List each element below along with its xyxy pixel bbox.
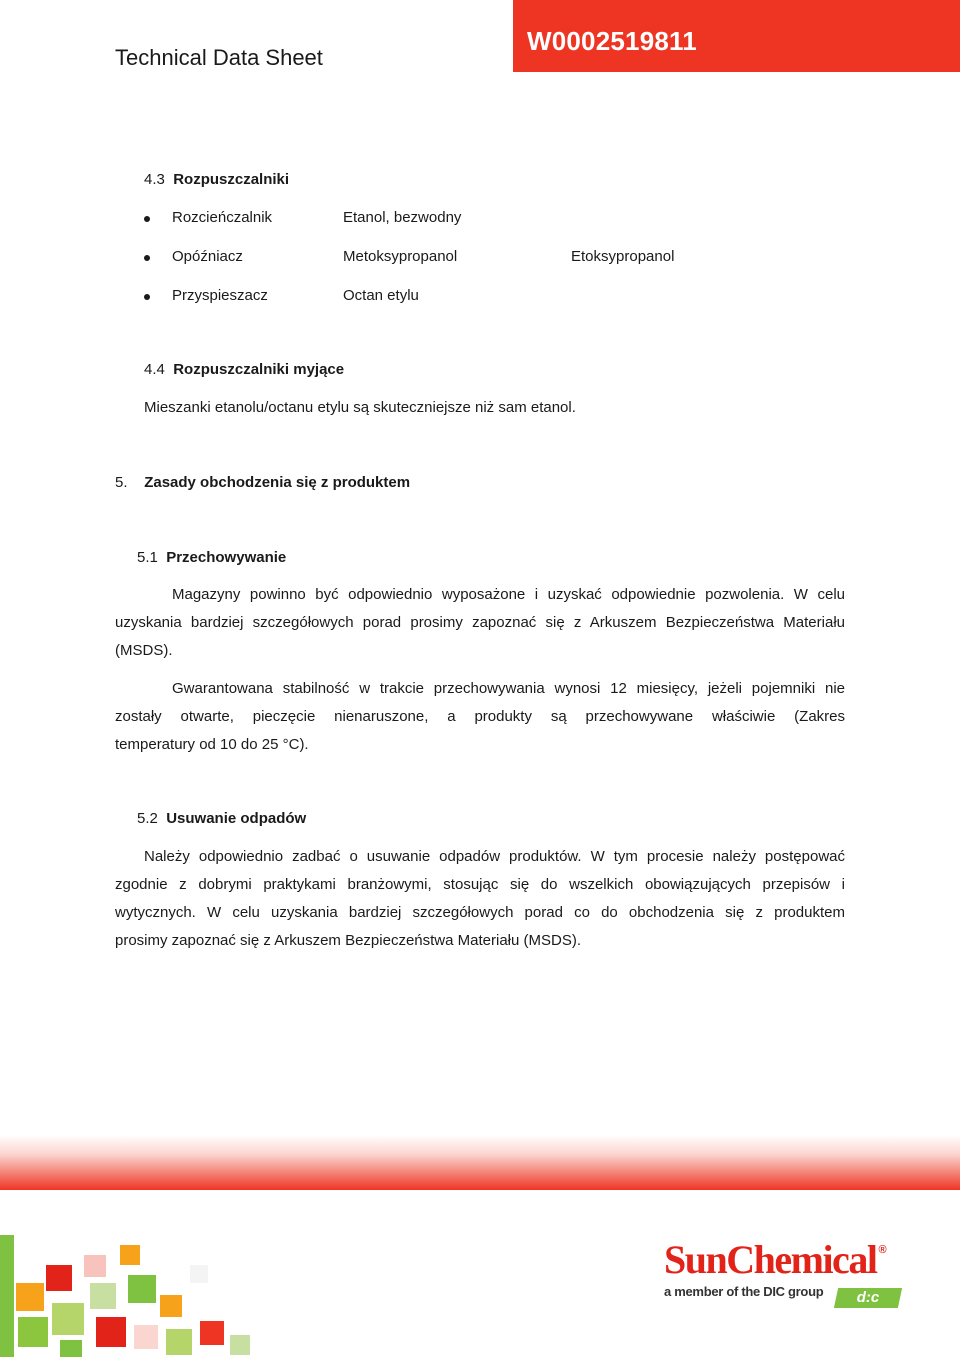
section-number: 5.2 [137, 810, 158, 827]
decorative-mosaic [0, 1225, 260, 1357]
paragraph-line: zgodnie z dobrymi praktykami branżowymi, stosując się do wszelkich obowiązujących przepisów i [115, 876, 845, 893]
document-code: W0002519811 [527, 26, 697, 56]
paragraph-line: temperatury od 10 do 25 °C). [115, 736, 309, 753]
bullet-icon [144, 216, 150, 222]
section-title: Usuwanie odpadów [166, 810, 307, 827]
section-number: 4.3 [144, 171, 165, 188]
paragraph-line: uzyskania bardziej szczegółowych porad prosimy zapoznać się z Arkuszem Bezpieczeństwa Materiału [115, 614, 845, 631]
solvent-label: Opóźniacz [172, 248, 243, 265]
dic-logo-text: d:c [856, 1289, 880, 1306]
storage-paragraph-2 [115, 675, 845, 759]
paragraph-line: Należy odpowiednio zadbać o usuwanie odpadów produktów. W tym procesie należy postępować [144, 848, 845, 865]
waste-paragraph [115, 843, 845, 955]
paragraph-line: Gwarantowana stabilność w trakcie przechowywania wynosi 12 miesięcy, jeżeli pojemniki nie [172, 680, 845, 697]
brand-name: SunChemical [664, 1237, 877, 1282]
document-code-badge [513, 0, 960, 72]
section-5-1-heading [137, 549, 286, 566]
solvent-label: Rozcieńczalnik [172, 209, 273, 226]
dic-logo [834, 1288, 902, 1308]
section-5-heading [115, 474, 410, 491]
footer-gradient-band [0, 1135, 960, 1190]
document-type-title: Technical Data Sheet [115, 45, 323, 70]
section-4-4-heading [144, 361, 344, 378]
solvent-value: Octan etylu [343, 287, 419, 304]
solvent-value: Etanol, bezwodny [343, 209, 462, 226]
storage-paragraph-1 [115, 581, 845, 665]
solvent-value: Metoksypropanol [343, 248, 458, 265]
paragraph-line: zostały otwarte, pieczęcie nienaruszone, a produkty są przechowywane właściwie (Zakres [115, 708, 845, 725]
section-number: 5. [115, 474, 128, 491]
paragraph-line: Magazyny powinno być odpowiednio wyposażone i uzyskać odpowiednie pozwolenia. W celu [172, 586, 845, 603]
solvent-label: Przyspieszacz [172, 287, 268, 304]
section-title: Rozpuszczalniki [173, 171, 290, 188]
paragraph-line: wytycznych. W celu uzyskania bardziej szczegółowych porad co do obchodzenia się z produktem [115, 904, 845, 921]
bullet-icon [144, 255, 150, 261]
logo-tagline: a member of the DIC group [664, 1284, 824, 1299]
paragraph-line: prosimy zapoznać się z Arkuszem Bezpieczeństwa Materiału (MSDS). [115, 932, 581, 949]
sunchemical-logo [664, 1236, 885, 1283]
section-number: 5.1 [137, 549, 158, 566]
section-number: 4.4 [144, 361, 165, 378]
paragraph-line: (MSDS). [115, 642, 173, 659]
section-4-4-text: Mieszanki etanolu/octanu etylu są skuteczniejsze niż sam etanol. [144, 399, 576, 416]
section-title: Zasady obchodzenia się z produktem [144, 474, 411, 491]
bullet-icon [144, 294, 150, 300]
registered-mark: ® [878, 1244, 886, 1256]
section-title: Rozpuszczalniki myjące [173, 361, 345, 378]
section-4-3-heading [144, 171, 289, 188]
section-5-2-heading [137, 810, 306, 827]
solvent-value-alt: Etoksypropanol [571, 248, 675, 265]
section-title: Przechowywanie [166, 549, 287, 566]
